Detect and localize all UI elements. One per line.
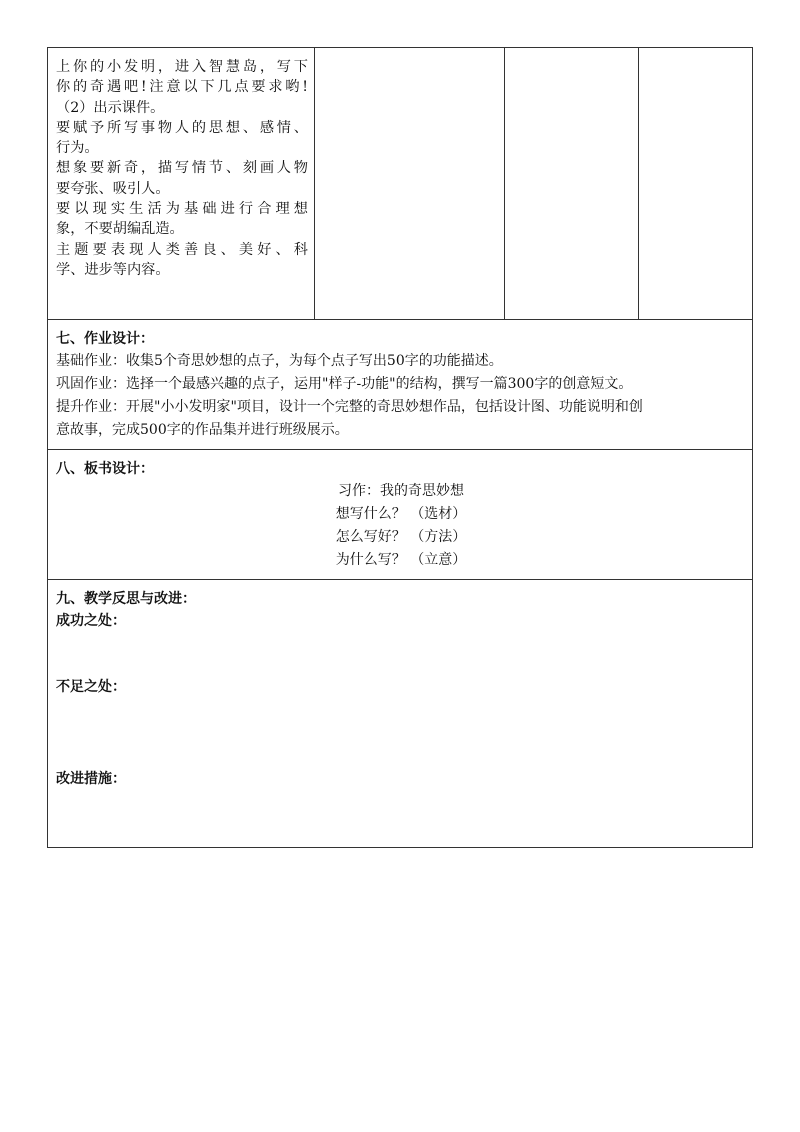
homework-line: 提升作业：开展"小小发明家"项目，设计一个完整的奇思妙想作品，包括设计图、功能说明和创 xyxy=(56,399,643,415)
reflection-section xyxy=(48,579,752,847)
teaching-process-row xyxy=(48,48,752,319)
text-line: 想象要新奇，描写情节、刻画人物 xyxy=(56,160,308,177)
homework-line: 意故事，完成500字的作品集并进行班级展示。 xyxy=(56,422,349,438)
shortcoming-label: 不足之处： xyxy=(56,679,126,695)
text-line: 要夸张、吸引人。 xyxy=(56,180,170,197)
text-line: 主题要表现人类善良、美好、科 xyxy=(56,241,308,258)
text-line: 行为。 xyxy=(56,140,99,157)
board-line: 怎么写好？ （方法） xyxy=(335,529,467,545)
board-line: 为什么写？ （立意） xyxy=(335,552,467,568)
text-line: 上你的小发明，进入智慧岛，写下 xyxy=(56,59,308,75)
board-line: 想写什么？ （选材） xyxy=(335,506,467,522)
notes-cell xyxy=(639,48,752,319)
homework-section xyxy=(48,319,752,449)
homework-line: 基础作业：收集5个奇思妙想的点子，为每个点子写出50字的功能描述。 xyxy=(56,353,503,369)
improvement-label: 改进措施： xyxy=(56,771,126,787)
text-line: 学、进步等内容。 xyxy=(56,261,170,278)
design-intent-cell xyxy=(505,48,639,319)
text-line: 你的奇遇吧!注意以下几点要求哟! xyxy=(56,79,308,96)
board-heading: 八、板书设计： xyxy=(56,461,154,477)
student-activity-cell xyxy=(315,48,505,319)
success-label: 成功之处： xyxy=(56,613,126,629)
board-line: 习作：我的奇思妙想 xyxy=(338,483,464,499)
board-design-section xyxy=(48,449,752,579)
text-line: 象，不要胡编乱造。 xyxy=(56,221,184,238)
text-line: （2）出示课件。 xyxy=(56,99,165,116)
text-line: 要赋予所写事物人的思想、感情、 xyxy=(56,119,308,136)
homework-line: 巩固作业：选择一个最感兴趣的点子，运用"样子-功能"的结构，撰写一篇300字的创意短文。 xyxy=(56,376,633,392)
lesson-plan-table xyxy=(47,47,753,848)
text-line: 要以现实生活为基础进行合理想 xyxy=(56,201,308,218)
reflection-heading: 九、教学反思与改进： xyxy=(56,591,196,607)
homework-heading: 七、作业设计： xyxy=(56,331,154,347)
teacher-activity-cell xyxy=(48,48,315,319)
